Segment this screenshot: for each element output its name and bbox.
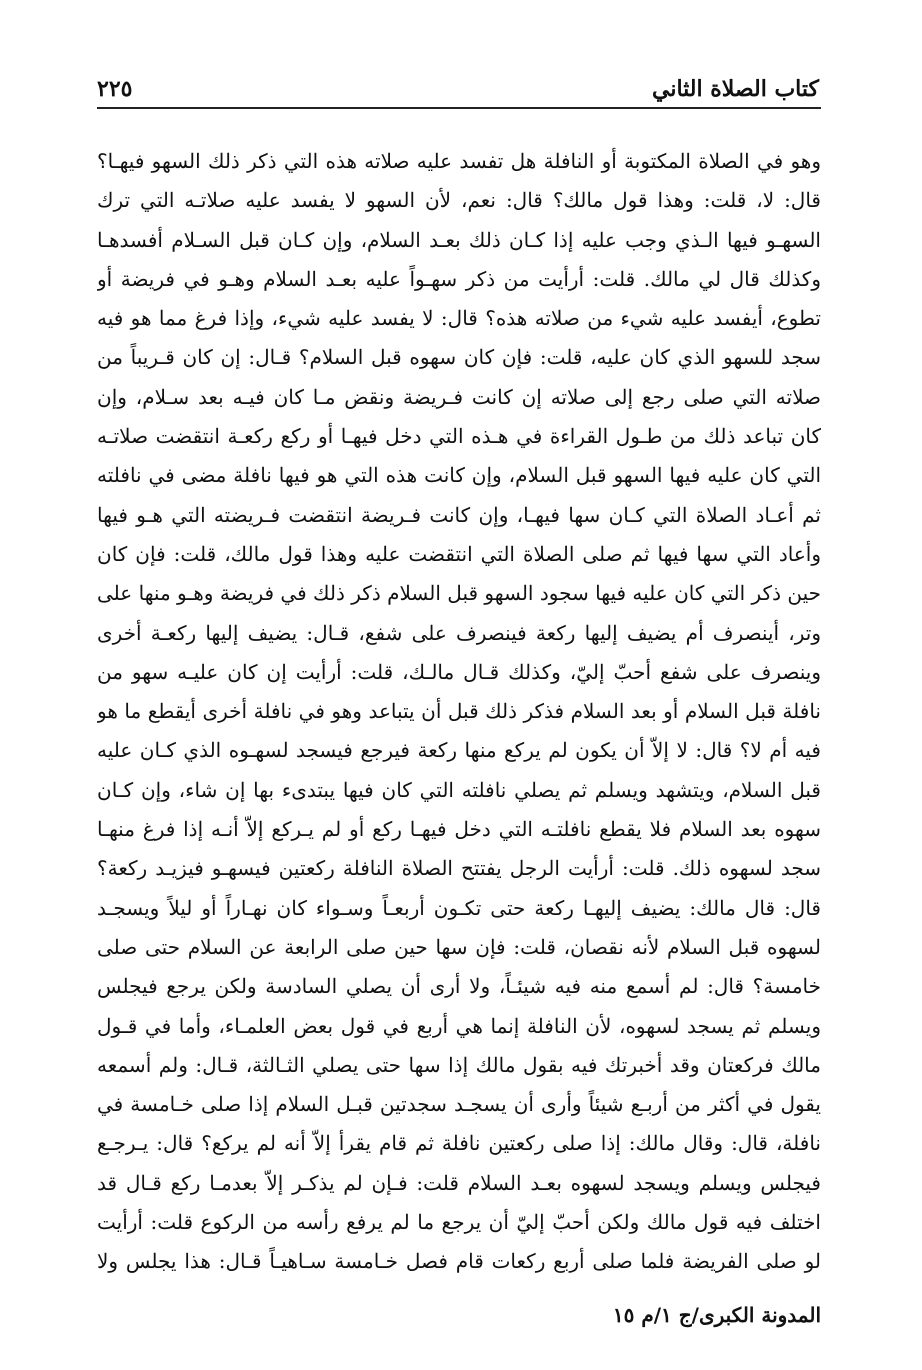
text-line: وتر، أينصرف أم يضيف إليها ركعة فينصرف على شفع، قـال: يضيف إليها ركعـة أخرى [97,620,821,645]
body-text [97,142,821,1282]
text-line: خامسة؟ قال: لم أسمع منه فيه شيئـاً، ولا أرى أن يصلي السادسة ولكن يرجع فيجلس [97,974,821,999]
text-line: كان تباعد ذلك من طـول القراءة في هـذه التي دخل فيهـا أو ركع ركعـة انتقضت صلاتـه [97,424,821,449]
text-line: اختلف فيه قول مالك ولكن أحبّ إليّ أن يرجع ما لم يرفع رأسه من الركوع قلت: أرأيت [97,1210,821,1235]
running-header [97,72,819,108]
text-line: نافلة، قال: وقال مالك: إذا صلى ركعتين نافلة ثم قام يقرأ إلاّ أنه لم يركع؟ قال: يـرجـع [97,1131,821,1156]
text-line: حين ذكر التي كان عليه فيها سجود السهو قبل السلام ذكر ذلك في فريضة وهـو منها على [97,581,821,606]
text-line: يقول في أكثر من أربـع شيئاً وأرى أن يسجـد سجدتين قبـل السلام إذا صلى خـامسة في [97,1092,821,1117]
text-line: وكذلك قال لي مالك. قلت: أرأيت من ذكر سهـواً عليه بعـد السلام وهـو في فريضة أو [97,266,821,291]
text-line: سجد للسهو الذي كان عليه، قلت: فإن كان سهوه قبل السلام؟ قـال: إن كان قـريباً من [97,345,821,370]
text-line: فيجلس ويسلم ويسجد لسهوه بعـد السلام قلت: فـإن لم يذكـر إلاّ بعدمـا ركع قـال قد [97,1170,821,1195]
signature-mark: المدونة الكبرى/ج ١/م ١٥ [612,1303,821,1327]
header-rule [97,107,821,109]
text-line: قال: لا، قلت: وهذا قول مالك؟ قال: نعم، لأن السهو لا يفسد عليه صلاتـه التي ترك [97,188,821,213]
text-line: قال: قال مالك: يضيف إليهـا ركعة حتى تكـون أربعـاً وسـواء كان نهـاراً أو ليلاً ويسجـد [97,895,821,920]
text-line: التي كان عليه فيها السهو قبل السلام، وإن كانت هذه التي هو فيها نافلة مضى في نافلته [97,463,821,488]
text-line: السهـو فيها الـذي وجب عليه إذا كـان ذلك بعـد السلام، وإن كـان قبل السـلام أفسدهـا [97,227,821,252]
page-number: ٢٢٥ [97,76,133,102]
text-line: فيه أم لا؟ قال: لا إلاّ أن يكون لم يركع منها ركعة فيرجع فيسجد لسهـوه الذي كـان عليه [97,738,821,763]
text-line: لو صلى الفريضة فلما صلى أربع ركعات قام فصل خـامسة سـاهيـاً قـال: هذا يجلس ولا [97,1249,821,1274]
text-line: ثم أعـاد الصلاة التي كـان سها فيهـا، وإن كانت فـريضة انتقضت فـريضته التي هـو فيها [97,502,821,527]
chapter-title: كتاب الصلاة الثاني [651,76,819,102]
text-line: تطوع، أيفسد عليه شيء من صلاته هذه؟ قال: لا يفسد عليه شيء، وإذا فرغ مما هو فيه [97,306,821,331]
text-line: قبل السلام، ويتشهد ويسلم ثم يصلي نافلته التي كان فيها يبتدىء بها إن شاء، وإن كـان [97,777,821,802]
text-line: سهوه بعد السلام فلا يقطع نافلتـه التي دخل فيهـا ركع أو لم يـركع إلاّ أنـه إذا فرغ منهـا [97,817,821,842]
text-line: صلاته التي صلى رجع إلى صلاته إن كانت فـريضة ونقض مـا كان فيـه بعد سـلام، وإن [97,384,821,409]
text-line: سجد لسهوه ذلك. قلت: أرأيت الرجل يفتتح الصلاة النافلة ركعتين فيسهـو فيزيـد ركعة؟ [97,856,821,881]
text-line: وينصرف على شفع أحبّ إليّ، وكذلك قـال مالـك، قلت: أرأيت إن كان عليـه سهو من [97,659,821,684]
text-line: وأعاد التي سها فيها ثم صلى الصلاة التي انتقضت عليه وهذا قول مالك، قلت: فإن كان [97,541,821,566]
text-line: وهو في الصلاة المكتوبة أو النافلة هل تفسد عليه صلاته هذه التي ذكر ذلك السهو فيهـا؟ [97,149,821,173]
text-line: مالك فركعتان وقد أخبرتك فيه بقول مالك إذا سها حتى يصلي الثـالثة، قـال: ولم أسمعه [97,1052,821,1077]
text-line: نافلة قبل السلام أو بعد السلام فذكر ذلك قبل أن يتباعد وهو في نافلة أخرى أيقطع ما هو [97,699,821,724]
text-line: لسهوه قبل السلام لأنه نقصان، قلت: فإن سها حين صلى الرابعة عن السلام حتى صلى [97,934,821,959]
text-line: ويسلم ثم يسجد لسهوه، لأن النافلة إنما هي أربع في قول بعض العلمـاء، وأما في قـول [97,1013,821,1038]
